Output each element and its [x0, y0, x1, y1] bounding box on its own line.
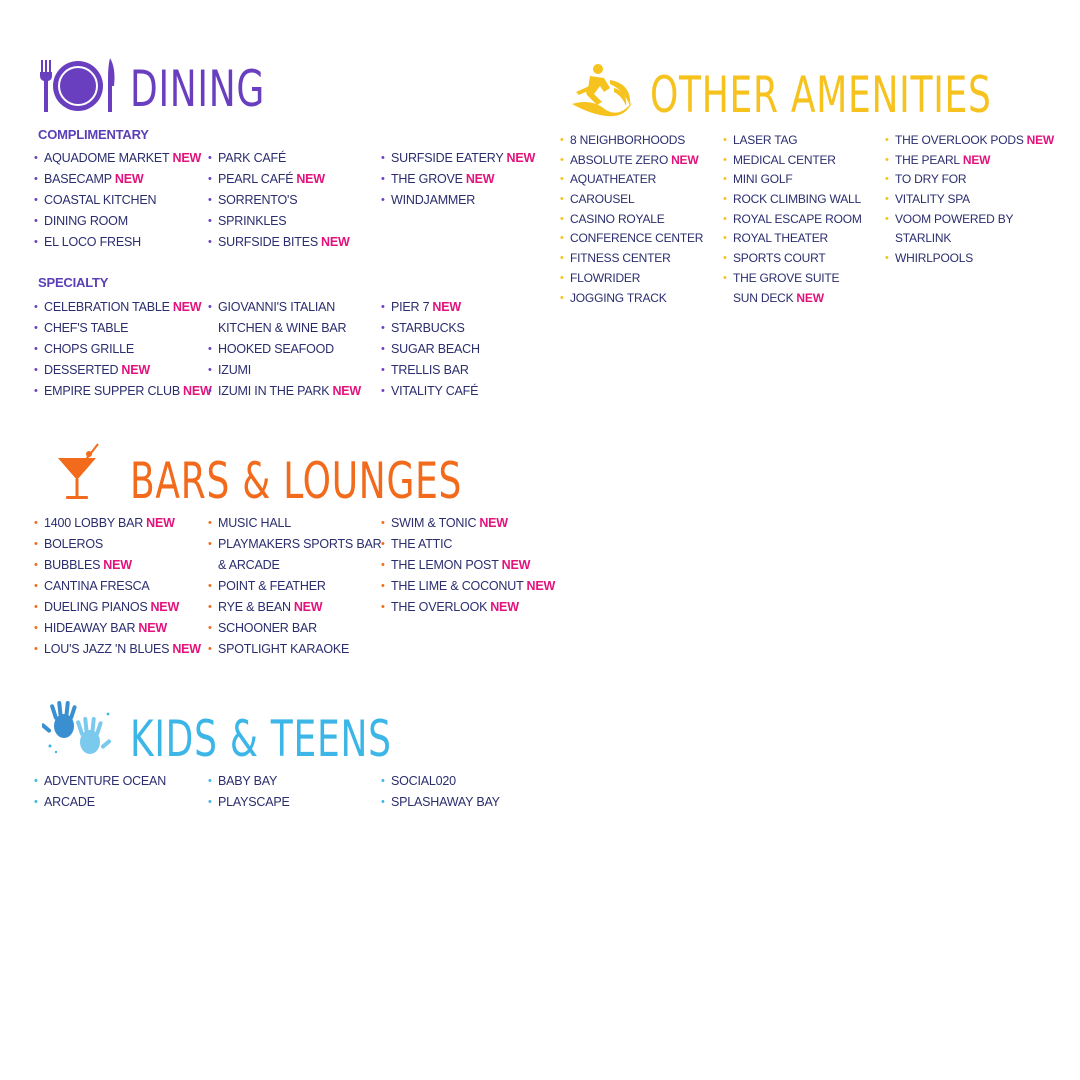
- item-name: STARBUCKS: [391, 321, 465, 335]
- item-name: PEARL CAFÉ: [218, 172, 294, 186]
- item-name: PARK CAFÉ: [218, 151, 287, 165]
- list-item: [560, 269, 703, 289]
- list-item: [381, 169, 535, 190]
- list-item: [208, 597, 381, 618]
- item-name: DESSERTED: [44, 363, 119, 377]
- item-name: BOLEROS: [44, 537, 104, 551]
- list-item: [208, 148, 350, 169]
- list-item: [34, 597, 201, 618]
- new-badge: NEW: [671, 152, 699, 167]
- list-item: [723, 210, 862, 230]
- list-item: [208, 211, 350, 232]
- bars-title: BARS & LOUNGES: [130, 452, 463, 510]
- item-name: CELEBRATION TABLE: [44, 300, 170, 314]
- item-name: 8 NEIGHBORHOODS: [570, 133, 686, 147]
- list-item: [208, 639, 381, 660]
- new-badge: NEW: [526, 579, 556, 593]
- item-name: AQUADOME MARKET: [44, 151, 170, 165]
- item-name: • THE GROVE SUITE: [733, 270, 840, 285]
- list-item: [34, 639, 201, 660]
- item-name: WHIRLPOOLS: [895, 251, 974, 266]
- list-item: [381, 513, 555, 534]
- list-item: [208, 513, 381, 534]
- list-item: [381, 555, 555, 576]
- item-name: PLAYSCAPE: [218, 795, 290, 809]
- item-name: SCHOONER BAR: [218, 621, 318, 635]
- item-name-line2-wrap: [218, 318, 361, 339]
- list-item: [723, 190, 862, 210]
- item-name: HIDEAWAY BAR: [44, 621, 136, 635]
- list-item: [34, 232, 201, 253]
- new-badge: NEW: [432, 300, 461, 314]
- list-item: [885, 151, 1054, 171]
- item-name: LOU'S JAZZ 'N BLUES: [44, 642, 170, 656]
- item-name: BUBBLES: [44, 558, 101, 572]
- item-name: TO DRY FOR: [895, 172, 967, 187]
- item-name: SPOTLIGHT KARAOKE: [218, 642, 350, 656]
- item-name: CHOPS GRILLE: [44, 342, 134, 356]
- list-item: [381, 597, 555, 618]
- new-badge: NEW: [172, 151, 202, 165]
- list-item: [560, 190, 703, 210]
- list-item: [208, 339, 361, 360]
- item-name: LASER TAG: [733, 133, 798, 147]
- list-item: [560, 289, 703, 309]
- amenities-column-3: [885, 131, 1054, 269]
- item-name: TRELLIS BAR: [391, 363, 469, 377]
- amenities-column-1: [560, 131, 703, 308]
- list-item: [34, 576, 201, 597]
- list-item: [208, 360, 361, 381]
- kids-section: [0, 690, 540, 830]
- item-name: JOGGING TRACK: [570, 290, 667, 305]
- list-item: [381, 318, 480, 339]
- amenities-column-2: [723, 131, 862, 308]
- list-item: [208, 534, 381, 576]
- item-name: SWIM & TONIC: [391, 516, 477, 530]
- new-badge: NEW: [332, 384, 362, 398]
- item-name-line2: SUN DECK: [733, 290, 794, 305]
- kids-column-3: [381, 771, 500, 813]
- list-item: [381, 771, 500, 792]
- list-item: [34, 381, 212, 402]
- item-name-line2: & ARCADE: [218, 558, 280, 572]
- new-badge: NEW: [1026, 133, 1055, 147]
- new-badge: NEW: [490, 600, 519, 614]
- specialty-column-3: [381, 297, 480, 402]
- list-item: [34, 534, 201, 555]
- specialty-column-1: [34, 297, 212, 402]
- item-name: SUGAR BEACH: [391, 342, 480, 356]
- item-name: COASTAL KITCHEN: [44, 193, 157, 207]
- item-name-line2-wrap: [218, 555, 381, 576]
- item-name: SURFSIDE EATERY: [391, 151, 504, 165]
- list-item: [208, 232, 350, 253]
- item-name: • VOOM POWERED BY: [895, 211, 1014, 226]
- item-name: CAROUSEL: [570, 192, 635, 207]
- list-item: [560, 229, 703, 249]
- item-name: VITALITY SPA: [895, 192, 970, 207]
- new-badge: NEW: [172, 300, 202, 314]
- list-item: [885, 170, 1054, 190]
- item-name-line2: STARLINK: [895, 231, 952, 246]
- list-item: [34, 211, 201, 232]
- item-name: SPLASHAWAY BAY: [391, 795, 500, 809]
- list-item: [208, 576, 381, 597]
- item-name: EMPIRE SUPPER CLUB: [44, 384, 181, 398]
- list-item: [34, 513, 201, 534]
- new-badge: NEW: [465, 172, 495, 186]
- list-item: [34, 190, 201, 211]
- amenities-section: [540, 0, 1080, 320]
- item-name: SORRENTO'S: [218, 193, 298, 207]
- list-item: [381, 360, 480, 381]
- list-item: [34, 618, 201, 639]
- list-item: [34, 148, 201, 169]
- list-item: [34, 792, 166, 813]
- new-badge: NEW: [150, 600, 180, 614]
- list-item: [723, 249, 862, 269]
- item-name: AQUATHEATER: [570, 172, 657, 187]
- list-item: [885, 249, 1054, 269]
- new-badge: NEW: [479, 516, 508, 530]
- new-badge: NEW: [183, 384, 212, 398]
- list-item: [34, 169, 201, 190]
- dining-title: DINING: [130, 60, 266, 118]
- item-name: IZUMI IN THE PARK: [218, 384, 330, 398]
- item-name: • GIOVANNI'S ITALIAN: [218, 300, 336, 314]
- item-name: 1400 LOBBY BAR: [44, 516, 144, 530]
- list-item: [723, 131, 862, 151]
- item-name: ARCADE: [44, 795, 95, 809]
- list-item: [381, 576, 555, 597]
- dining-section: [0, 0, 540, 410]
- list-item: [381, 534, 555, 555]
- specialty-subhead: SPECIALTY: [38, 275, 109, 290]
- item-name: ROYAL THEATER: [733, 231, 828, 246]
- list-item: [34, 318, 212, 339]
- list-item: [381, 792, 500, 813]
- handprints-icon: [42, 700, 114, 760]
- specialty-column-2: [208, 297, 361, 402]
- complimentary-subhead: COMPLIMENTARY: [38, 127, 149, 142]
- list-item: [34, 360, 212, 381]
- item-name: DUELING PIANOS: [44, 600, 148, 614]
- item-name: THE LEMON POST: [391, 558, 499, 572]
- item-name: • PLAYMAKERS SPORTS BAR: [218, 537, 382, 551]
- item-name: THE GROVE: [391, 172, 463, 186]
- complimentary-column-2: [208, 148, 350, 253]
- list-item: [560, 249, 703, 269]
- new-badge: NEW: [121, 363, 150, 377]
- item-name: SPORTS COURT: [733, 251, 826, 266]
- amenities-title: OTHER AMENITIES: [650, 66, 992, 124]
- item-name: ROYAL ESCAPE ROOM: [733, 211, 862, 226]
- list-item: [381, 339, 480, 360]
- item-name: THE ATTIC: [391, 537, 453, 551]
- item-name: CANTINA FRESCA: [44, 579, 150, 593]
- bars-column-1: [34, 513, 201, 660]
- plate-fork-knife-icon: [38, 56, 118, 116]
- item-name: SPRINKLES: [218, 214, 287, 228]
- list-item: [723, 229, 862, 249]
- new-badge: NEW: [138, 621, 167, 635]
- list-item: [208, 190, 350, 211]
- list-item: [560, 151, 703, 171]
- item-name: IZUMI: [218, 363, 252, 377]
- new-badge: NEW: [962, 152, 991, 167]
- list-item: [381, 381, 480, 402]
- list-item: [34, 297, 212, 318]
- list-item: [560, 170, 703, 190]
- item-name: FLOWRIDER: [570, 270, 641, 285]
- list-item: [381, 190, 535, 211]
- kids-column-2: [208, 771, 290, 813]
- list-item: [381, 148, 535, 169]
- item-name: MUSIC HALL: [218, 516, 292, 530]
- new-badge: NEW: [293, 600, 323, 614]
- list-item: [723, 170, 862, 190]
- item-name: BASECAMP: [44, 172, 112, 186]
- item-name: THE OVERLOOK PODS: [895, 133, 1024, 147]
- list-item: [208, 169, 350, 190]
- item-name: BABY BAY: [218, 774, 278, 788]
- item-name: RYE & BEAN: [218, 600, 291, 614]
- complimentary-column-3: [381, 148, 535, 211]
- item-name: THE PEARL: [895, 152, 960, 167]
- item-name: THE OVERLOOK: [391, 600, 488, 614]
- list-item: [560, 210, 703, 230]
- item-name: MEDICAL CENTER: [733, 152, 836, 167]
- list-item: [885, 190, 1054, 210]
- list-item: [208, 618, 381, 639]
- item-name: PIER 7: [391, 300, 430, 314]
- list-item: [208, 297, 361, 339]
- complimentary-column-1: [34, 148, 201, 253]
- item-name: HOOKED SEAFOOD: [218, 342, 334, 356]
- list-item: [34, 555, 201, 576]
- item-name: VITALITY CAFÉ: [391, 384, 479, 398]
- list-item: [208, 771, 290, 792]
- new-badge: NEW: [103, 558, 132, 572]
- list-item: [560, 131, 703, 151]
- new-badge: NEW: [172, 642, 201, 656]
- bars-section: [0, 430, 560, 670]
- item-name: SOCIAL020: [391, 774, 456, 788]
- bars-column-2: [208, 513, 381, 660]
- list-item: [723, 269, 862, 308]
- new-badge: NEW: [146, 516, 175, 530]
- item-name: FITNESS CENTER: [570, 251, 671, 266]
- list-item: [885, 210, 1054, 249]
- item-name: CASINO ROYALE: [570, 211, 665, 226]
- cocktail-glass-icon: [54, 442, 104, 502]
- item-name: EL LOCO FRESH: [44, 235, 141, 249]
- item-name: ABSOLUTE ZERO: [570, 152, 669, 167]
- new-badge: NEW: [796, 290, 824, 305]
- item-name: POINT & FEATHER: [218, 579, 326, 593]
- item-name-line2: KITCHEN & WINE BAR: [218, 321, 347, 335]
- list-item: [208, 792, 290, 813]
- new-badge: NEW: [296, 172, 325, 186]
- item-name-line2-wrap: [733, 289, 862, 309]
- list-item: [34, 771, 166, 792]
- new-badge: NEW: [501, 558, 531, 572]
- surfer-wave-icon: [570, 60, 636, 120]
- list-item: [723, 151, 862, 171]
- new-badge: NEW: [114, 172, 144, 186]
- list-item: [208, 381, 361, 402]
- item-name: DINING ROOM: [44, 214, 128, 228]
- list-item: [885, 131, 1054, 151]
- item-name: CHEF'S TABLE: [44, 321, 129, 335]
- list-item: [381, 297, 480, 318]
- item-name: SURFSIDE BITES: [218, 235, 318, 249]
- bars-column-3: [381, 513, 555, 618]
- item-name: WINDJAMMER: [391, 193, 476, 207]
- kids-column-1: [34, 771, 166, 813]
- item-name: ADVENTURE OCEAN: [44, 774, 167, 788]
- item-name: ROCK CLIMBING WALL: [733, 192, 861, 207]
- item-name-line2-wrap: [895, 229, 1054, 249]
- item-name: CONFERENCE CENTER: [570, 231, 704, 246]
- new-badge: NEW: [506, 151, 536, 165]
- new-badge: NEW: [321, 235, 350, 249]
- kids-title: KIDS & TEENS: [130, 710, 392, 768]
- item-name: THE LIME & COCONUT: [391, 579, 524, 593]
- list-item: [34, 339, 212, 360]
- item-name: MINI GOLF: [733, 172, 793, 187]
